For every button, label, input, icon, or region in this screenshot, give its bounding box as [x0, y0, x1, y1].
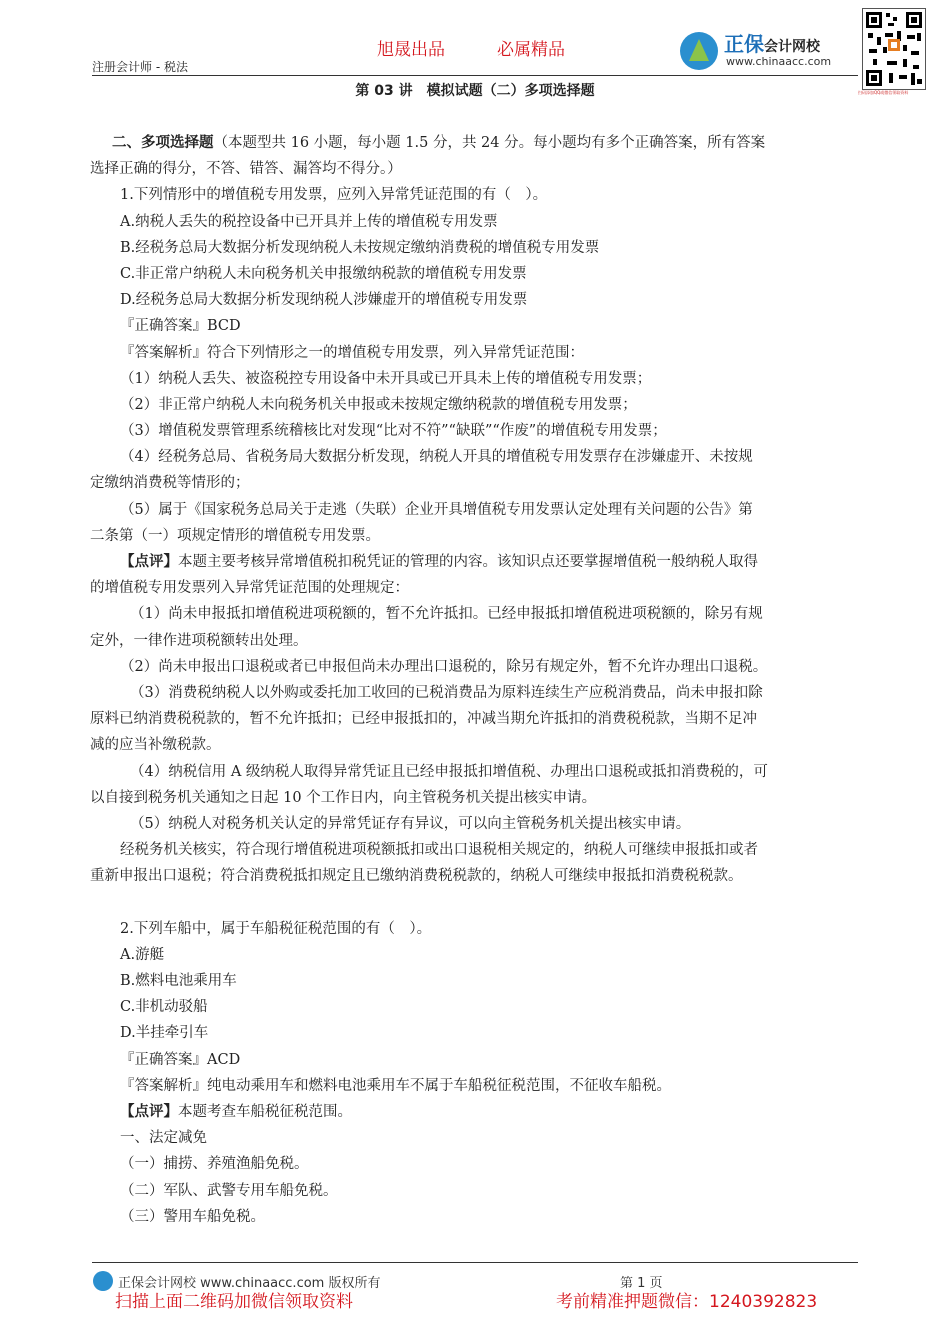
line-text: （三）警用车船免税。	[120, 1208, 265, 1225]
promo-right: 考前精准押题微信：1240392823	[556, 1292, 818, 1312]
text-line	[90, 130, 860, 156]
text-line	[90, 785, 860, 811]
brand-logo[interactable]	[680, 28, 858, 72]
text-line	[90, 497, 860, 523]
line-text: 本题考查车船税征税范围。	[178, 1103, 352, 1120]
line-text: （本题型共 16 小题，每小题 1.5 分，共 24 分。每小题均有多个正确答案，所有答案	[213, 135, 766, 151]
line-text: （一）捕捞、养殖渔船免税。	[120, 1156, 309, 1173]
line-text: （5）属于《国家税务总局关于走逃（失联）企业开具增值税专用发票认定处理有关问题的公告》第	[120, 501, 753, 518]
text-line	[90, 994, 860, 1020]
line-text: 定外，一律作进项税额转出处理。	[90, 632, 308, 649]
line-text: （4）经税务总局、省税务局大数据分析发现，纳税人开具的增值税专用发票存在涉嫌虚开、未按规	[120, 449, 753, 466]
text-line	[90, 837, 860, 863]
text-line	[90, 549, 860, 575]
text-line	[90, 287, 860, 313]
line-text: A.纳税人丢失的税控设备中已开具并上传的增值税专用发票	[120, 213, 498, 230]
footer-copyright: 正保会计网校 www.chinaacc.com 版权所有	[118, 1276, 381, 1291]
line-text: 1.下列情形中的增值税专用发票，应列入异常凭证范围的有（ ）。	[120, 187, 548, 204]
course-name: 注册会计师 - 税法	[92, 60, 188, 74]
line-text: 『正确答案』BCD	[120, 318, 241, 335]
text-line	[90, 628, 860, 654]
slogan-right: 必属精品	[497, 40, 565, 60]
text-line	[90, 942, 860, 968]
line-text: A.游艇	[120, 946, 165, 963]
text-line	[90, 392, 860, 418]
line-text: （4）纳税信用 A 级纳税人取得异常凭证且已经申报抵扣增值税、办理出口退税或抵扣消费税的，可	[130, 763, 768, 780]
text-line	[90, 759, 860, 785]
line-text: 2.下列车船中，属于车船税征税范围的有（ ）。	[120, 920, 432, 937]
page-number: 第 1 页	[620, 1276, 663, 1291]
line-text: D.经税务总局大数据分析发现纳税人涉嫌虚开的增值税专用发票	[120, 292, 528, 309]
line-text: D.半挂牵引车	[120, 1025, 209, 1042]
logo-icon	[680, 32, 718, 70]
line-text: 以自接到税务机关通知之日起 10 个工作日内，向主管税务机关提出核实申请。	[90, 789, 597, 806]
text-line	[90, 654, 860, 680]
text-line	[90, 863, 860, 889]
qr-code-icon	[862, 8, 926, 90]
text-line	[90, 1073, 860, 1099]
line-text: 选择正确的得分，不答、错答、漏答均不得分。）	[90, 161, 402, 178]
text-line	[90, 366, 860, 392]
text-line	[90, 1125, 860, 1151]
line-text: （3）消费税纳税人以外购或委托加工收回的已税消费品为原料连续生产应税消费品，尚未申报扣除	[130, 684, 763, 701]
section-heading: 二、多项选择题	[112, 134, 214, 151]
text-line	[90, 340, 860, 366]
text-line	[90, 811, 860, 837]
page-title: 第 03 讲 模拟试题（二）多项选择题	[355, 83, 595, 99]
line-text: B.燃料电池乘用车	[120, 973, 237, 989]
text-line	[90, 680, 860, 706]
line-text: （5）纳税人对税务机关认定的异常凭证存有异议，可以向主管税务机关提出核实申请。	[130, 815, 691, 832]
comment-label: 【点评】	[120, 1102, 178, 1120]
text-line	[90, 1151, 860, 1177]
line-text: B.经税务总局大数据分析发现纳税人未按规定缴纳消费税的增值税专用发票	[120, 239, 600, 256]
line-text: C.非正常户纳税人未向税务机关申报缴纳税款的增值税专用发票	[120, 265, 527, 282]
text-line	[90, 732, 860, 758]
text-line	[90, 261, 860, 287]
text-line	[90, 523, 860, 549]
text-line	[90, 1204, 860, 1230]
text-line	[90, 470, 860, 496]
text-line	[90, 916, 860, 942]
text-line	[90, 444, 860, 470]
text-line	[90, 209, 860, 235]
text-line	[90, 418, 860, 444]
logo-url: www.chinaacc.com	[726, 55, 832, 68]
text-line	[90, 313, 860, 339]
line-text: 重新申报出口退税；符合消费税抵扣规定且已缴纳消费税税款的，纳税人可继续申报抵扣消费税税款。	[90, 868, 743, 885]
line-text: C.非机动驳船	[120, 999, 208, 1016]
line-text: 『答案解析』纯电动乘用车和燃料电池乘用车不属于车船税征税范围，不征收车船税。	[120, 1077, 671, 1094]
line-text: 一、法定减免	[120, 1130, 207, 1147]
line-text: 本题主要考核异常增值税扣税凭证的管理的内容。该知识点还要掌握增值税一般纳税人取得	[178, 554, 758, 570]
line-text: 二条第（一）项规定情形的增值税专用发票。	[90, 527, 380, 544]
line-text: 经税务机关核实，符合现行增值税进项税额抵扣或出口退税相关规定的，纳税人可继续申报抵扣或者	[120, 842, 758, 859]
line-text: （2）非正常户纳税人未向税务机关申报或未按规定缴纳税款的增值税专用发票；	[120, 396, 637, 413]
text-line	[90, 968, 860, 994]
line-text: （1）纳税人丢失、被盗税控专用设备中未开具或已开具未上传的增值税专用发票；	[120, 370, 652, 387]
line-text: 减的应当补缴税款。	[90, 737, 221, 754]
line-text: （二）军队、武警专用车船免税。	[120, 1182, 338, 1199]
text-line	[90, 575, 860, 601]
text-line	[90, 1047, 860, 1073]
text-line	[90, 1178, 860, 1204]
line-text: 『正确答案』ACD	[120, 1051, 241, 1068]
logo-sub: 会计网校	[764, 39, 820, 55]
line-text: 『答案解析』符合下列情形之一的增值税专用发票，列入异常凭证范围：	[120, 344, 584, 361]
slogan-left: 旭晟出品	[377, 40, 445, 60]
text-line	[90, 156, 860, 182]
line-text: 原料已纳消费税税款的，暂不允许抵扣；已经申报抵扣的，冲减当期允许抵扣的消费税税款，当期不足冲	[90, 711, 757, 728]
footer-divider	[92, 1262, 858, 1263]
text-line	[90, 706, 860, 732]
header-divider	[92, 75, 858, 76]
comment-label: 【点评】	[120, 553, 178, 570]
line-text: 的增值税专用发票列入异常凭证范围的处理规定：	[90, 580, 409, 597]
line-text: （1）尚未申报抵扣增值税进项税额的，暂不允许抵扣。已经申报抵扣增值税进项税额的，除另有规	[130, 606, 763, 623]
text-line	[90, 889, 860, 915]
footer-logo-icon	[93, 1271, 113, 1291]
text-line	[90, 601, 860, 627]
line-text: （3）增值税发票管理系统稽核比对发现“比对不符”“缺联”“作废”的增值税专用发票；	[120, 423, 667, 440]
qr-caption: 扫码添加QQ或微信领取资料	[858, 90, 909, 95]
text-line	[90, 1099, 860, 1125]
text-line	[90, 182, 860, 208]
promo-left: 扫描上面二维码加微信领取资料	[115, 1292, 353, 1312]
line-text: （2）尚未申报出口退税或者已申报但尚未办理出口退税的，除另有规定外，暂不允许办理出口退税。	[120, 658, 768, 675]
text-line	[90, 235, 860, 261]
logo-name: 正保	[724, 32, 764, 56]
line-text: 定缴纳消费税等情形的；	[90, 475, 250, 492]
text-line	[90, 1020, 860, 1046]
document-body	[90, 130, 860, 1230]
